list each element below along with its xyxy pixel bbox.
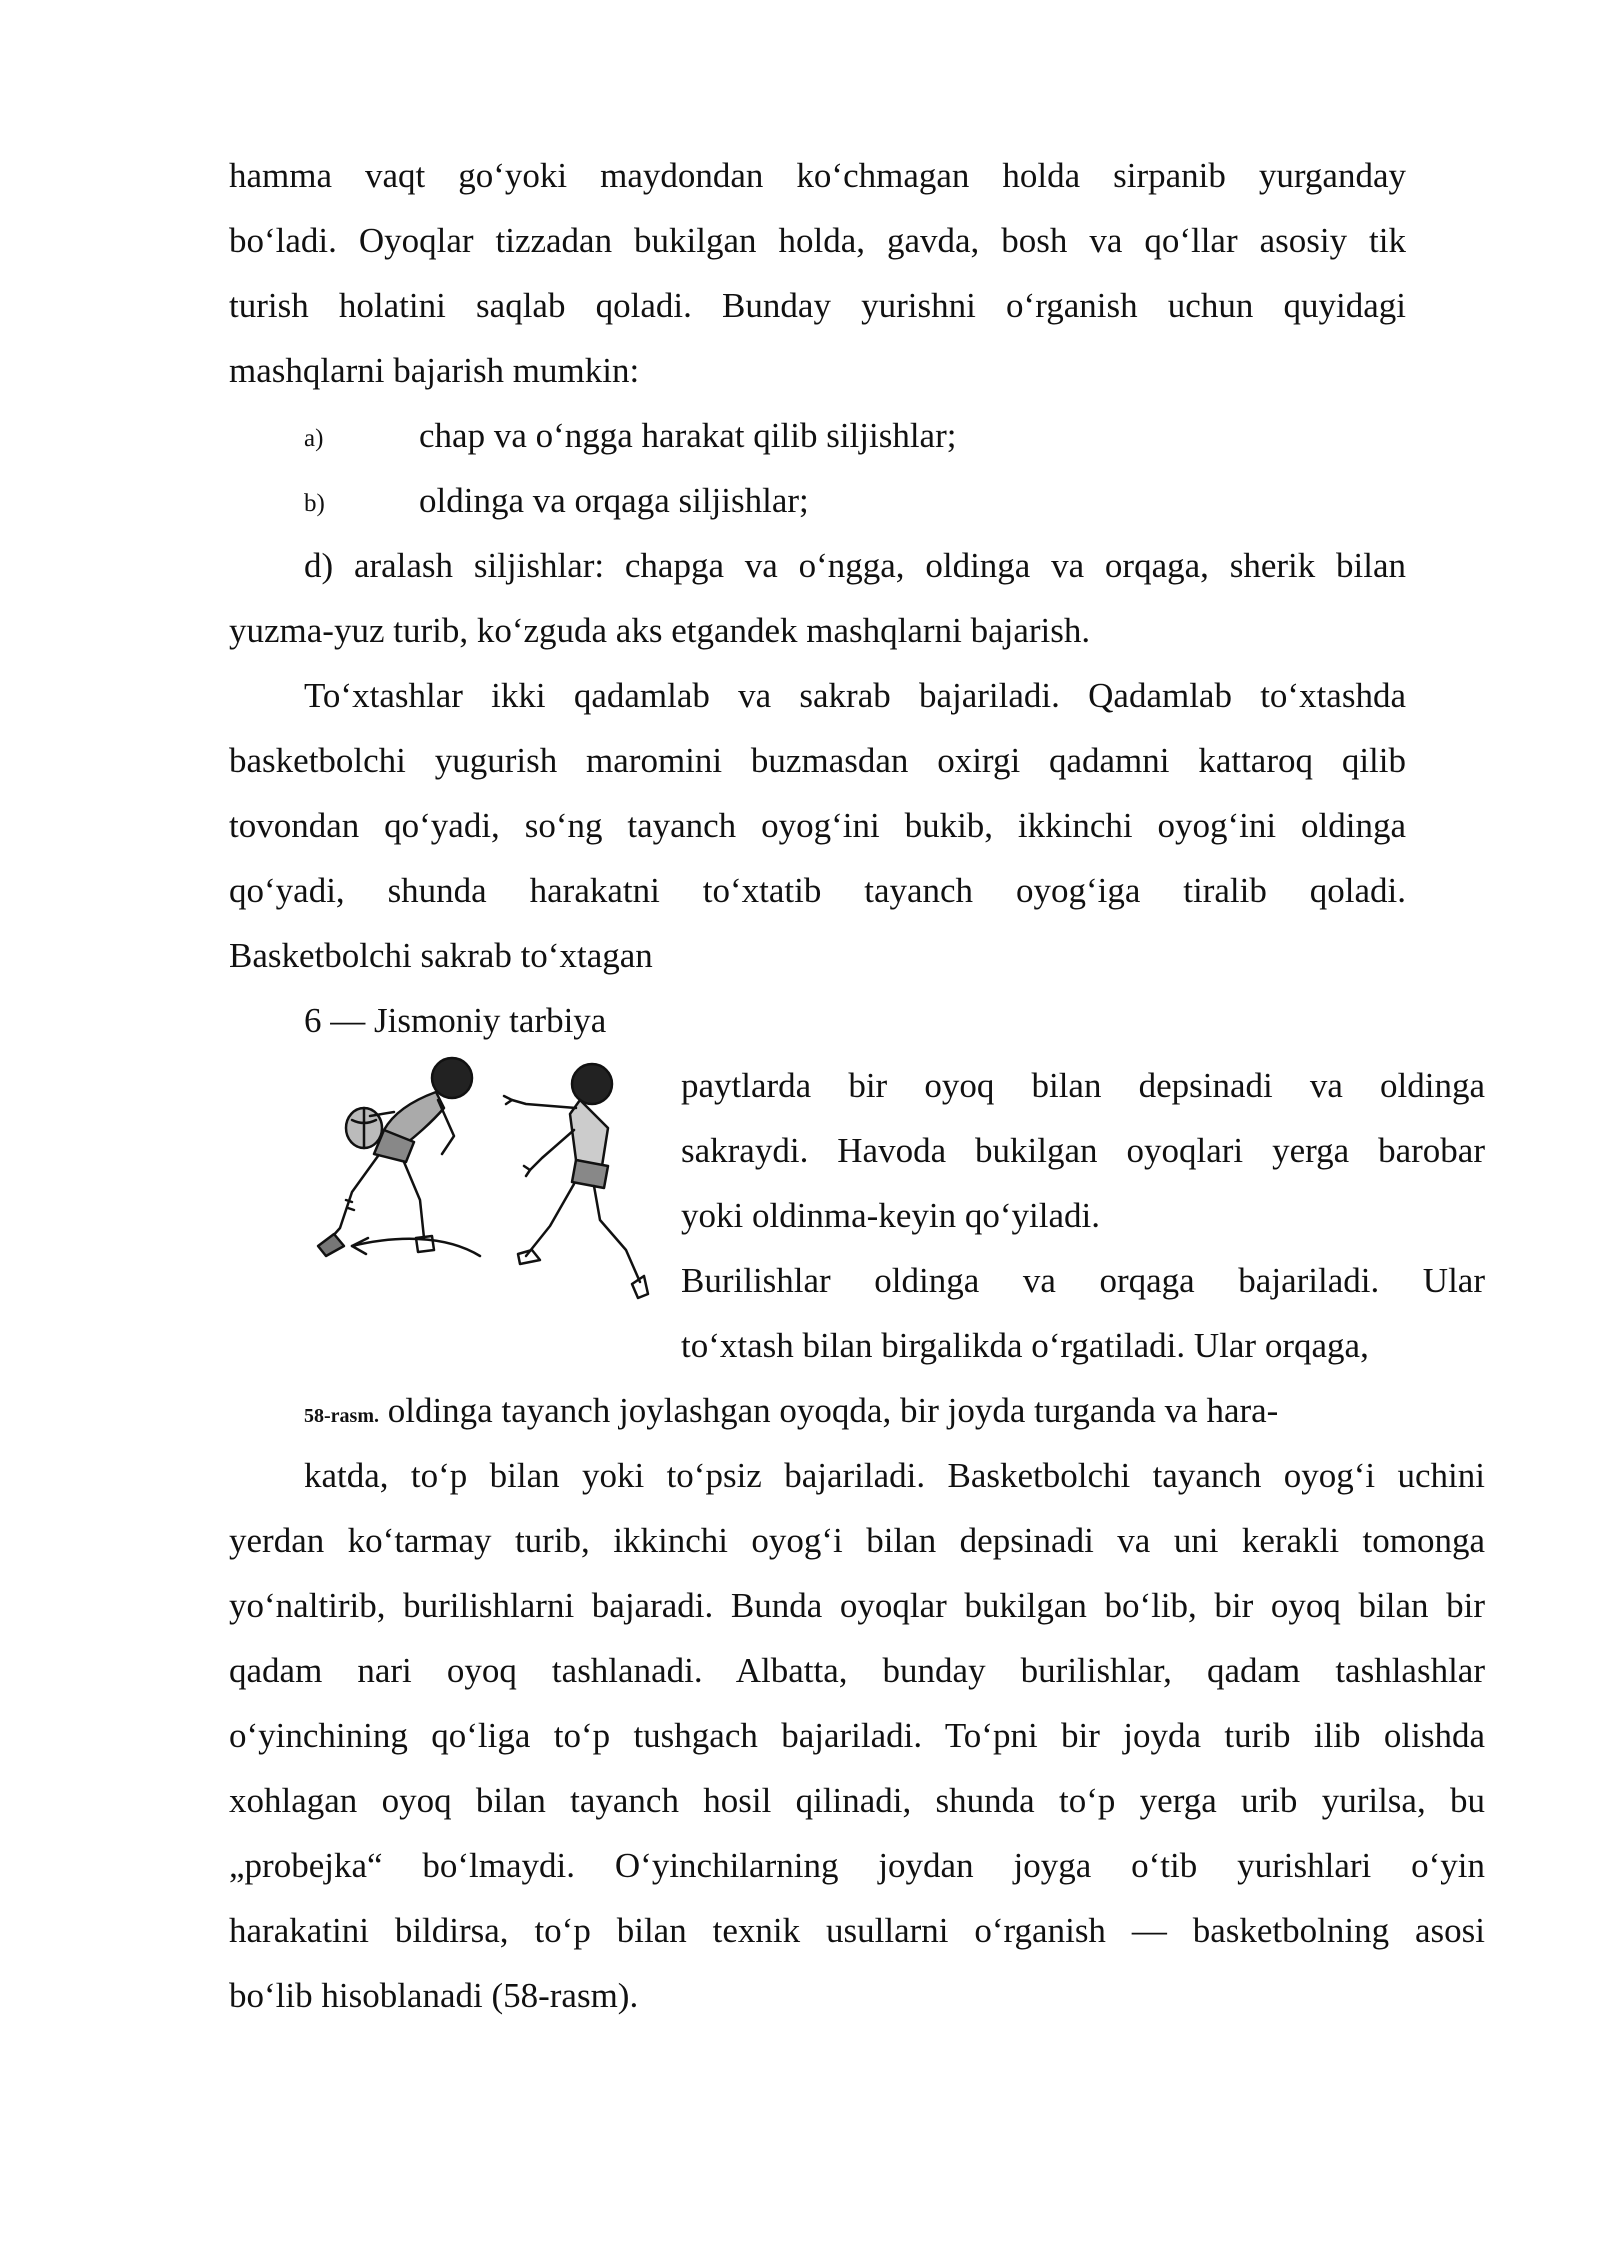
paragraph-line: tovondan qo‘yadi, so‘ng tayanch oyog‘ini bukib, ikkinchi oyog‘ini oldinga <box>229 806 1406 845</box>
paragraph-line: Basketbolchi sakrab to‘xtagan <box>229 936 653 975</box>
paragraph-line: To‘xtashlar ikki qadamlab va sakrab bajariladi. Qadamlab to‘xtashda <box>304 676 1406 715</box>
caption-line <box>304 1391 1278 1436</box>
paragraph-line: bo‘ladi. Oyoqlar tizzadan bukilgan holda, gavda, bosh va qo‘llar asosiy tik <box>229 221 1406 260</box>
paragraph-line: to‘xtash bilan birgalikda o‘rgatiladi. Ular orqaga, <box>681 1326 1369 1365</box>
list-marker: a) <box>304 425 324 452</box>
paragraph-line: yo‘naltirib, burilishlarni bajaradi. Bunda oyoqlar bukilgan bo‘lib, bir oyoq bilan bir <box>229 1586 1485 1625</box>
paragraph-line: bo‘lib hisoblanadi (58-rasm). <box>229 1976 639 2015</box>
paragraph-line: xohlagan oyoq bilan tayanch hosil qilinadi, shunda to‘p yerga urib yurilsa, bu <box>229 1781 1485 1820</box>
paragraph-line: sakraydi. Havoda bukilgan oyoqlari yerga barobar <box>681 1131 1485 1170</box>
list-marker: b) <box>304 490 325 517</box>
paragraph-line: basketbolchi yugurish maromini buzmasdan oxirgi qadamni kattaroq qilib <box>229 741 1406 780</box>
paragraph-line: yoki oldinma-keyin qo‘yiladi. <box>681 1196 1100 1235</box>
paragraph-line: yerdan ko‘tarmay turib, ikkinchi oyog‘i bilan depsinadi va uni kerakli tomonga <box>229 1521 1485 1560</box>
paragraph-line: paytlarda bir oyoq bilan depsinadi va oldinga <box>681 1066 1485 1105</box>
paragraph-line: qadam nari oyoq tashlanadi. Albatta, bunday burilishlar, qadam tashlashlar <box>229 1651 1485 1690</box>
page-marker: 6 — Jismoniy tarbiya <box>304 1001 607 1040</box>
paragraph-line: yuzma-yuz turib, ko‘zguda aks etgandek mashqlarni bajarish. <box>229 611 1091 650</box>
paragraph-line: turish holatini saqlab qoladi. Bunday yurishni o‘rganish uchun quyidagi <box>229 286 1406 325</box>
paragraph-line: harakatini bildirsa, to‘p bilan texnik usullarni o‘rganish — basketbolning asosi <box>229 1911 1485 1950</box>
caption-line-text: oldinga tayanch joylashgan oyoqda, bir joyda turganda va hara- <box>387 1391 1279 1430</box>
basketball-players-illustration <box>304 1050 669 1328</box>
paragraph-line: katda, to‘p bilan yoki to‘psiz bajariladi. Basketbolchi tayanch oyog‘i uchini <box>304 1456 1485 1495</box>
list-item: chap va o‘ngga harakat qilib siljishlar; <box>419 416 957 455</box>
list-item: oldinga va orqaga siljishlar; <box>419 481 809 520</box>
paragraph-line: mashqlarni bajarish mumkin: <box>229 351 640 390</box>
paragraph-line: d) aralash siljishlar: chapga va o‘ngga, oldinga va orqaga, sherik bilan <box>304 546 1406 585</box>
paragraph-line: Burilishlar oldinga va orqaga bajariladi. Ular <box>681 1261 1485 1300</box>
paragraph-line: hamma vaqt go‘yoki maydondan ko‘chmagan holda sirpanib yurganday <box>229 156 1406 195</box>
paragraph-line: o‘yinchining qo‘liga to‘p tushgach bajariladi. To‘pni bir joyda turib ilib olishda <box>229 1716 1485 1755</box>
paragraph-line: qo‘yadi, shunda harakatni to‘xtatib tayanch oyog‘iga tiralib qoladi. <box>229 871 1406 910</box>
paragraph-line: „probejka“ bo‘lmaydi. O‘yinchilarning joydan joyga o‘tib yurishlari o‘yin <box>229 1846 1485 1885</box>
figure-caption: 58-rasm. <box>304 1405 379 1427</box>
